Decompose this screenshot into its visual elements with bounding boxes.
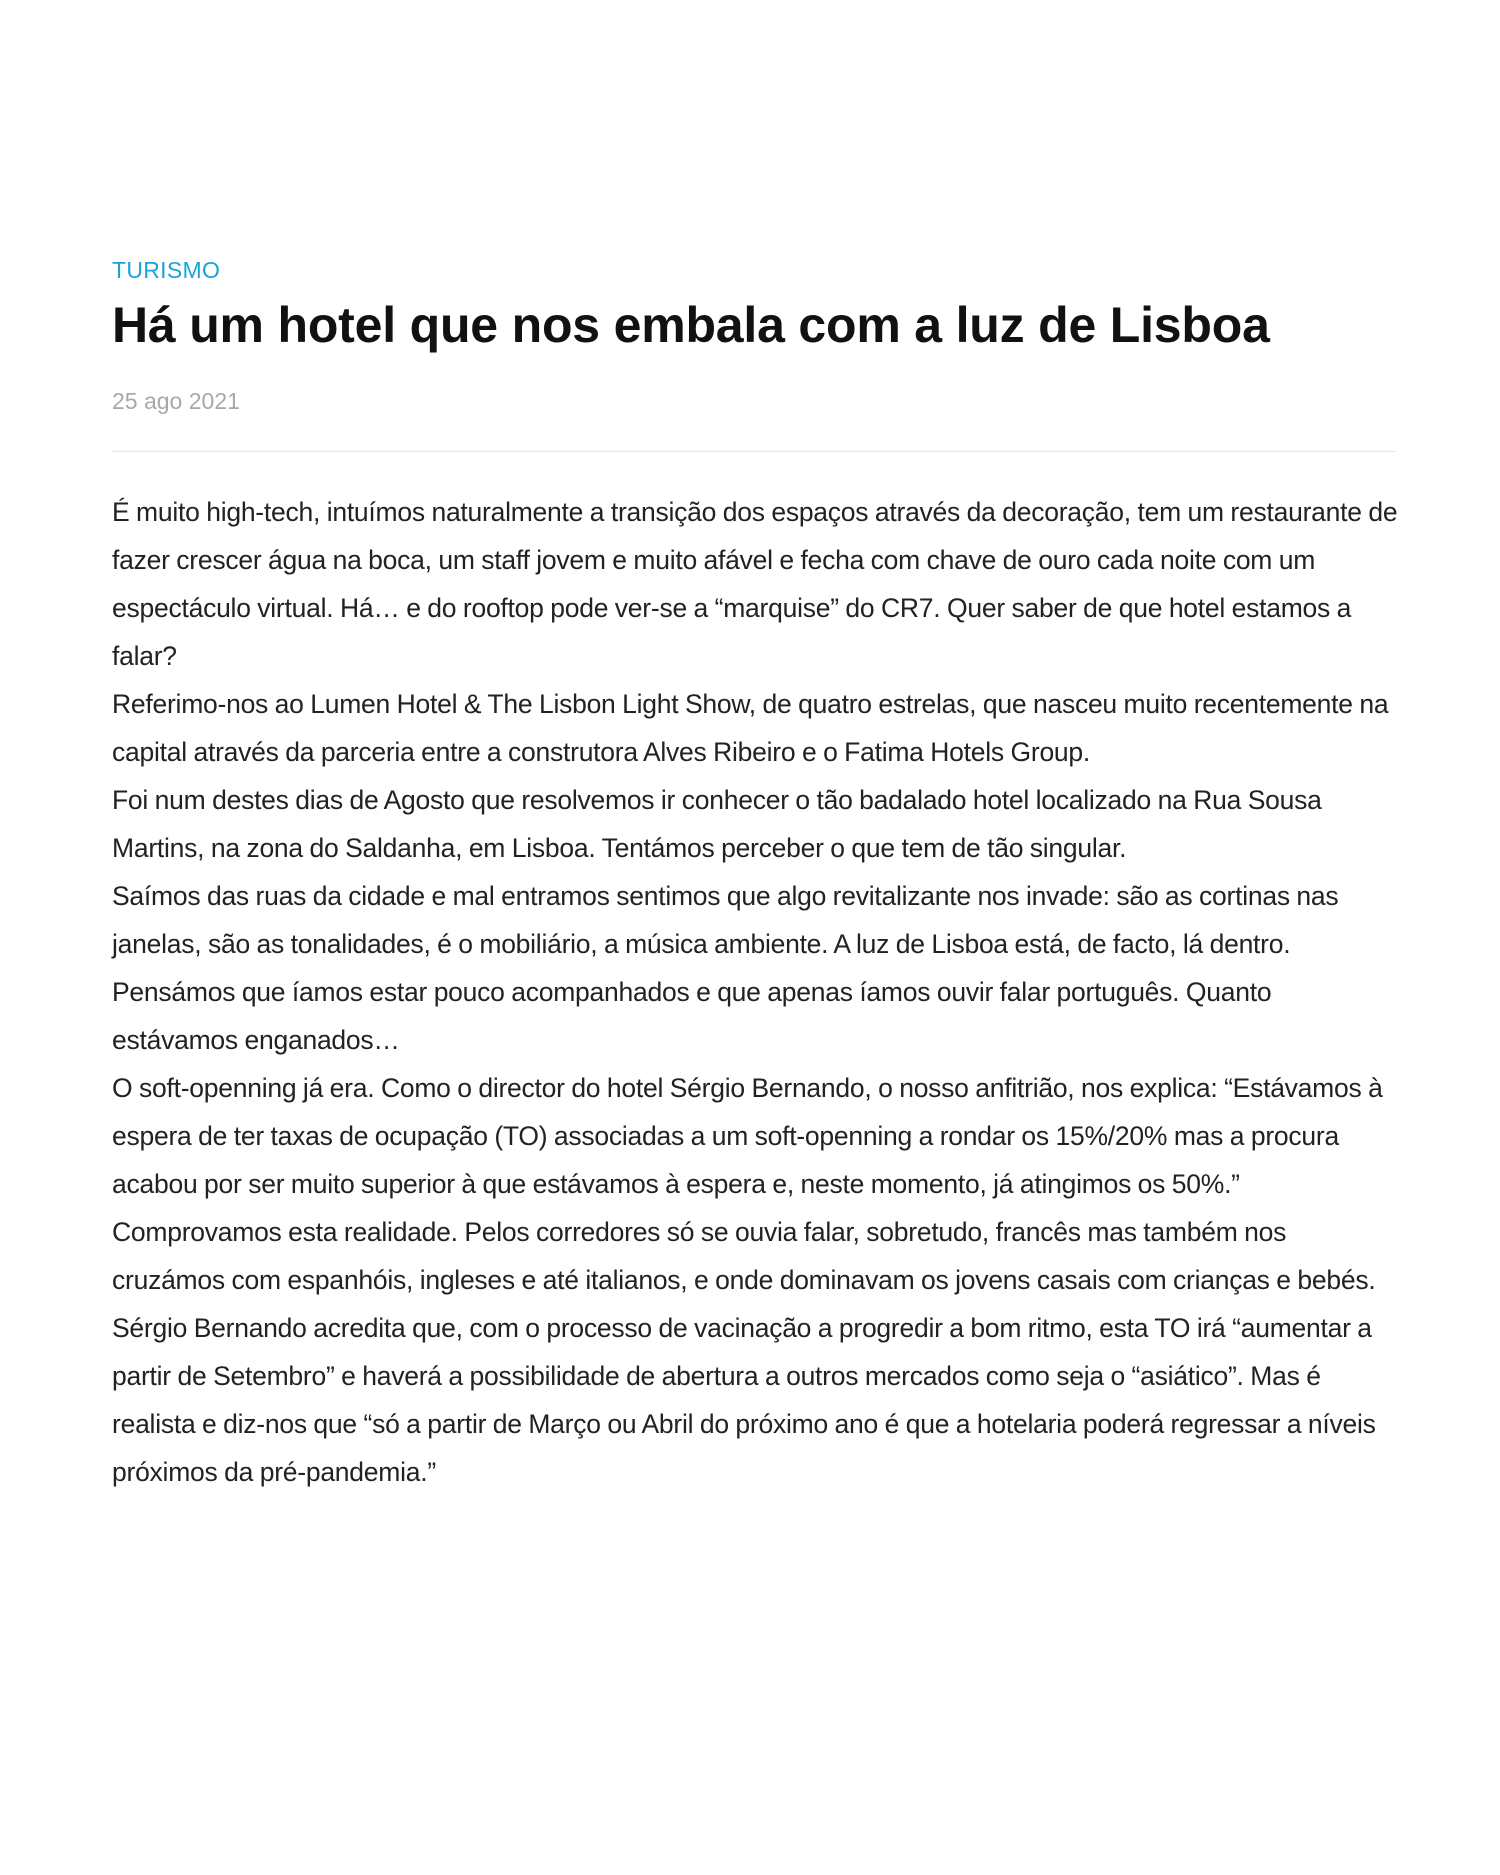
paragraph-5: Pensámos que íamos estar pouco acompanhados e que apenas íamos ouvir falar português. Quanto estávamos enganados… xyxy=(112,977,1272,1055)
category-label[interactable]: TURISMO xyxy=(112,257,221,283)
article-title: Há um hotel que nos embala com a luz de Lisboa xyxy=(112,297,1270,353)
paragraph-1: É muito high-tech, intuímos naturalmente a transição dos espaços através da decoração, tem um restaurante de fazer crescer água na boca, um staff jovem e muito afável e fecha com chave de ouro cada noite com um espectáculo virtual. Há… e do rooftop pode ver-se a “marquise” do CR7. Quer saber de que hotel estamos a falar? xyxy=(112,497,1398,671)
article-body xyxy=(112,488,1402,1496)
paragraph-6: O soft-openning já era. Como o director do hotel Sérgio Bernando, o nosso anfitrião, nos explica: “Estávamos à espera de ter taxas de ocupação (TO) associadas a um soft-openning a rondar os 15%/20% mas a procura acabou por ser muito superior à que estávamos à espera e, neste momento, já atingimos os 50%.” xyxy=(112,1073,1383,1199)
paragraph-4: Saímos das ruas da cidade e mal entramos sentimos que algo revitalizante nos invade: são as cortinas nas janelas, são as tonalidades, é o mobiliário, a música ambiente. A luz de Lisboa está, de facto, lá dentro. xyxy=(112,881,1339,959)
paragraph-7: Comprovamos esta realidade. Pelos corredores só se ouvia falar, sobretudo, francês mas também nos cruzámos com espanhóis, ingleses e até italianos, e onde dominavam os jovens casais com crianças e bebés. xyxy=(112,1217,1376,1295)
publish-date: 25 ago 2021 xyxy=(112,388,240,414)
paragraph-8: Sérgio Bernando acredita que, com o processo de vacinação a progredir a bom ritmo, esta TO irá “aumentar a partir de Setembro” e haverá a possibilidade de abertura a outros mercados como seja o “asiático”. Mas é realista e diz-nos que “só a partir de Março ou Abril do próximo ano é que a hotelaria poderá regressar a níveis próximos da pré-pandemia.” xyxy=(112,1313,1376,1487)
divider xyxy=(112,451,1396,452)
paragraph-3: Foi num destes dias de Agosto que resolvemos ir conhecer o tão badalado hotel localizado na Rua Sousa Martins, na zona do Saldanha, em Lisboa. Tentámos perceber o que tem de tão singular. xyxy=(112,785,1322,863)
paragraph-2: Referimo-nos ao Lumen Hotel & The Lisbon Light Show, de quatro estrelas, que nasceu muito recentemente na capital através da parceria entre a construtora Alves Ribeiro e o Fatima Hotels Group. xyxy=(112,689,1389,767)
article xyxy=(112,252,1396,1496)
